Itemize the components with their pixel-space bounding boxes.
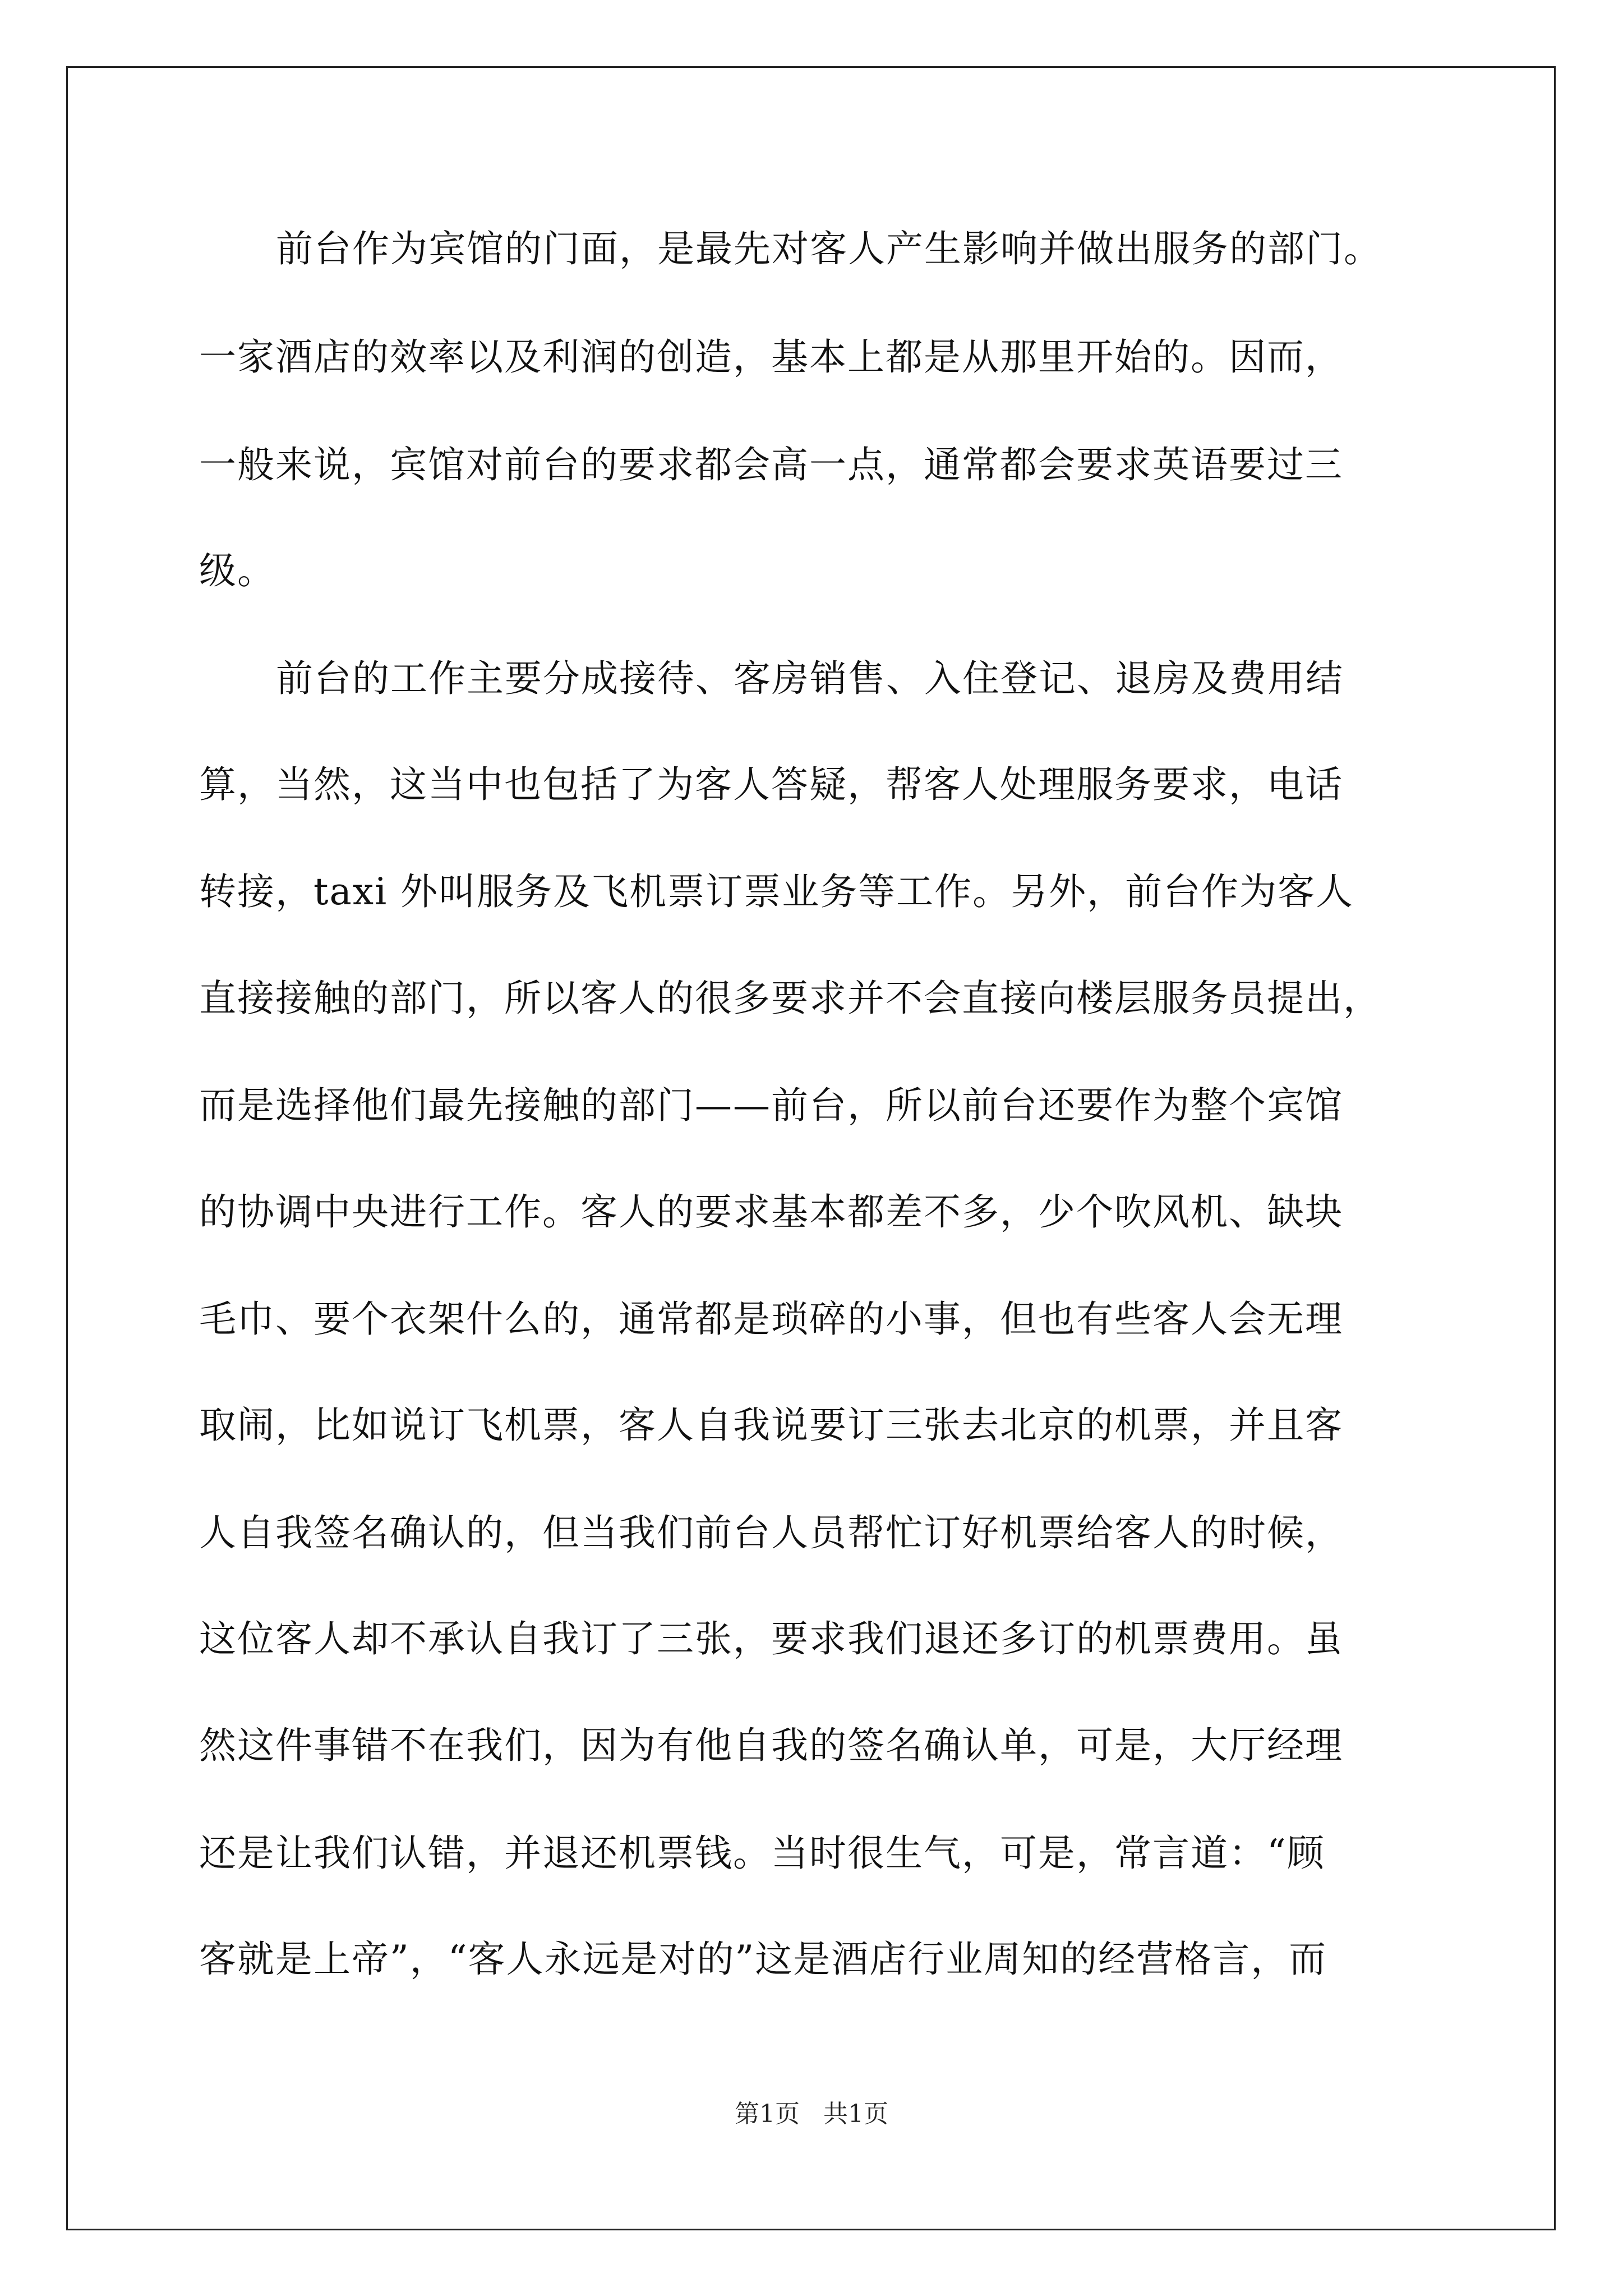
paragraph-2-line-11: 然这件事错不在我们，因为有他自我的签名确认单，可是，大厅经理: [199, 1724, 1343, 1767]
paragraph-2-line-12: 还是让我们认错，并退还机票钱。当时很生气，可是，常言道：“顾: [199, 1832, 1325, 1875]
paragraph-2-line-7: 毛巾、要个衣架什么的，通常都是琐碎的小事，但也有些客人会无理: [199, 1297, 1343, 1341]
paragraph-2-line-6: 的协调中央进行工作。客人的要求基本都差不多，少个吹风机、缺块: [199, 1190, 1343, 1234]
paragraph-2-line-1: 前台的工作主要分成接待、客房销售、入住登记、退房及费用结: [276, 657, 1344, 700]
paragraph-1-line-3: 一般来说，宾馆对前台的要求都会高一点，通常都会要求英语要过三: [199, 443, 1343, 486]
paragraph-2-line-2: 算，当然，这当中也包括了为客人答疑，帮客人处理服务要求，电话: [199, 763, 1343, 806]
paragraph-1-line-1: 前台作为宾馆的门面，是最先对客人产生影响并做出服务的部门。: [276, 227, 1382, 270]
paragraph-2-line-4: 直接接触的部门，所以客人的很多要求并不会直接向楼层服务员提出，: [199, 977, 1381, 1020]
paragraph-1-line-4: 级。: [199, 549, 275, 592]
paragraph-2-line-13: 客就是上帝”，“客人永远是对的”这是酒店行业周知的经营格言，而: [199, 1938, 1327, 1981]
paragraph-2-line-8: 取闹，比如说订飞机票，客人自我说要订三张去北京的机票，并且客: [199, 1404, 1343, 1447]
paragraph-2-line-3: 转接，taxi 外叫服务及飞机票订票业务等工作。另外，前台作为客人: [199, 870, 1354, 913]
paragraph-1-line-2: 一家酒店的效率以及利润的创造，基本上都是从那里开始的。因而，: [199, 335, 1343, 379]
page-number-footer: 第1页 共1页: [735, 2100, 888, 2128]
paragraph-2-line-9: 人自我签名确认的，但当我们前台人员帮忙订好机票给客人的时候，: [199, 1511, 1343, 1554]
paragraph-2-line-5: 而是选择他们最先接触的部门——前台，所以前台还要作为整个宾馆: [199, 1084, 1343, 1127]
paragraph-2-line-10: 这位客人却不承认自我订了三张，要求我们退还多订的机票费用。虽: [199, 1617, 1343, 1660]
